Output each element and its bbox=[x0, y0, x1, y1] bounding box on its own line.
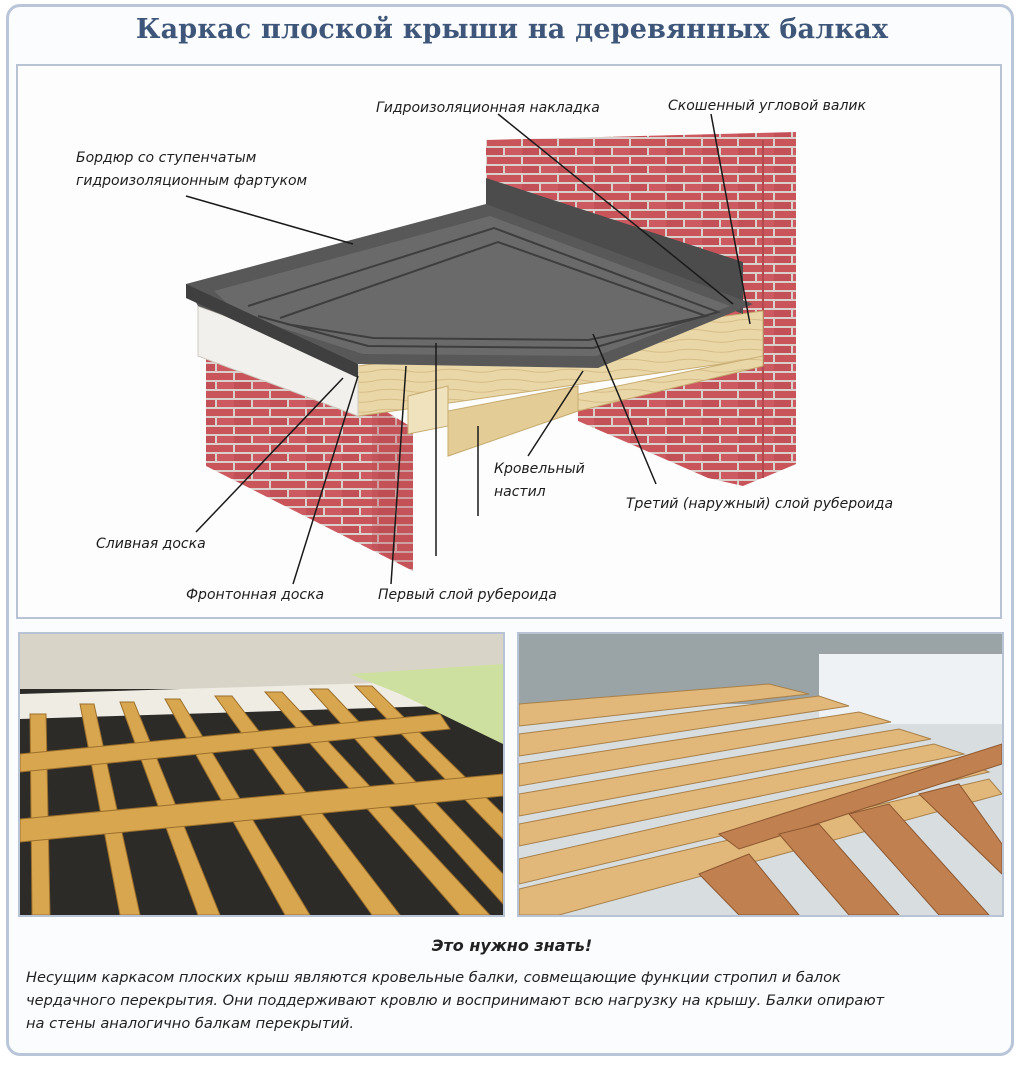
label-waterproof-overlay: Гидроизоляционная накладка bbox=[376, 100, 600, 116]
label-third-layer: Третий (наружный) слой рубероида bbox=[626, 496, 894, 512]
label-roof-deck-line1: Кровельный bbox=[494, 461, 585, 477]
label-first-layer: Первый слой рубероида bbox=[378, 587, 557, 603]
note-line-1: Несущим каркасом плоских крыш являются кровельные балки, совмещающие функции стропил и балок bbox=[26, 969, 841, 986]
note-text bbox=[26, 966, 991, 1035]
label-border-line1: Бордюр со ступенчатым bbox=[76, 150, 257, 166]
roof-diagram bbox=[16, 64, 1002, 619]
note-line-3: на стены аналогично балкам перекрытий. bbox=[26, 1015, 355, 1032]
note-heading: Это нужно знать! bbox=[431, 936, 593, 955]
label-drip-board: Сливная доска bbox=[96, 536, 206, 552]
joists-photo-left bbox=[18, 632, 505, 917]
label-roof-deck-line2: настил bbox=[494, 484, 546, 500]
note-line-2: чердачного перекрытия. Они поддерживают кровлю и воспринимают всю нагрузку на крышу. Балки опирают bbox=[26, 992, 885, 1009]
joists-photo-right bbox=[517, 632, 1004, 917]
label-beveled-fillet: Скошенный угловой валик bbox=[668, 98, 866, 114]
page-title: Каркас плоской крыши на деревянных балках bbox=[135, 14, 889, 45]
label-fascia-board: Фронтонная доска bbox=[186, 587, 325, 603]
roof-diagram-svg bbox=[18, 66, 1000, 617]
label-border-line2: гидроизоляционным фартуком bbox=[76, 173, 308, 189]
